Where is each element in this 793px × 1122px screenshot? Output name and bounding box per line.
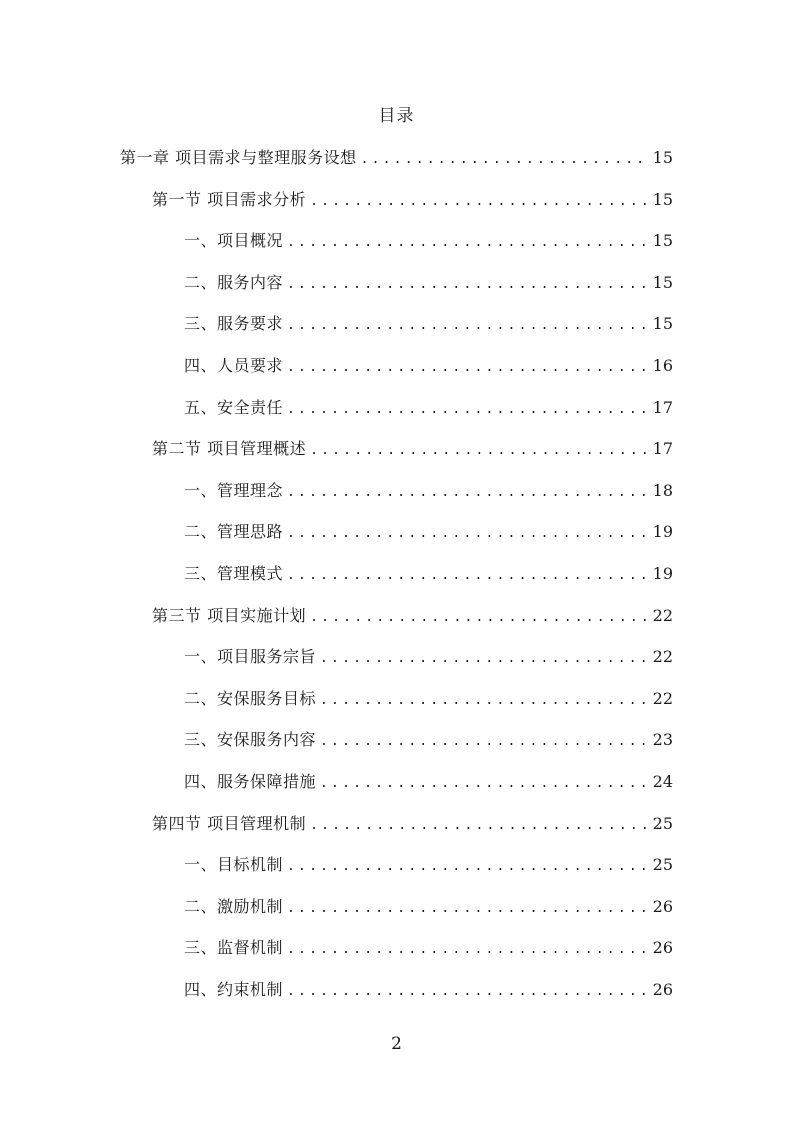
toc-entry-page: 22: [652, 647, 673, 666]
dot-leader: [320, 772, 647, 796]
toc-entry[interactable]: [184, 978, 673, 1002]
dot-leader: [320, 689, 647, 713]
dot-leader: [287, 273, 647, 297]
toc-entry[interactable]: [184, 520, 673, 544]
toc-entry-label: 二、服务内容: [184, 273, 284, 292]
toc-entry-label: 三、管理模式: [184, 564, 284, 583]
toc-entry[interactable]: [184, 853, 673, 877]
toc-entry-label: 二、管理思路: [184, 522, 284, 541]
toc-entry-label: 一、项目服务宗旨: [184, 647, 317, 666]
toc-entry-page: 22: [652, 606, 673, 625]
toc-entry-page: 26: [652, 897, 673, 916]
dot-leader: [287, 855, 647, 879]
toc-entry-page: 19: [652, 564, 673, 583]
toc-entry-label: 一、目标机制: [184, 855, 284, 874]
toc-entry-page: 17: [652, 398, 673, 417]
toc-entry-page: 15: [652, 273, 673, 292]
dot-leader: [287, 938, 647, 962]
toc-entry-page: 15: [652, 148, 673, 167]
toc-entry-label: 一、管理理念: [184, 481, 284, 500]
toc-entry-page: 17: [652, 439, 673, 458]
toc-entry[interactable]: [184, 396, 673, 420]
toc-entry[interactable]: [120, 146, 673, 170]
toc-entry-label: 二、激励机制: [184, 897, 284, 916]
toc-entry-page: 24: [652, 772, 673, 791]
dot-leader: [287, 522, 647, 546]
dot-leader: [287, 398, 647, 422]
toc-entry[interactable]: [184, 562, 673, 586]
toc-entry[interactable]: [184, 354, 673, 378]
dot-leader: [287, 356, 647, 380]
toc-entry-label: 第一章 项目需求与整理服务设想: [120, 148, 357, 167]
toc-entry-label: 四、服务保障措施: [184, 772, 317, 791]
toc-entry-page: 23: [652, 730, 673, 749]
toc-entry-label: 第二节 项目管理概述: [152, 439, 307, 458]
toc-entry-page: 18: [652, 481, 673, 500]
toc-entry[interactable]: [184, 895, 673, 919]
dot-leader: [287, 897, 647, 921]
toc-entry[interactable]: [184, 770, 673, 794]
dot-leader: [287, 980, 647, 1004]
dot-leader: [310, 814, 647, 838]
toc-entry[interactable]: [184, 936, 673, 960]
toc-entry-page: 22: [652, 689, 673, 708]
toc-entry[interactable]: [184, 312, 673, 336]
dot-leader: [310, 190, 647, 214]
toc-entry-page: 15: [652, 314, 673, 333]
dot-leader: [287, 314, 647, 338]
toc-entry-page: 15: [652, 190, 673, 209]
dot-leader: [310, 606, 647, 630]
dot-leader: [287, 231, 647, 255]
toc-entry-label: 第一节 项目需求分析: [152, 190, 307, 209]
dot-leader: [287, 481, 647, 505]
toc-entry-label: 第三节 项目实施计划: [152, 606, 307, 625]
dot-leader: [361, 148, 647, 172]
toc-entry-page: 16: [652, 356, 673, 375]
toc-entry-label: 五、安全责任: [184, 398, 284, 417]
toc-entry-page: 15: [652, 231, 673, 250]
toc-entry[interactable]: [184, 479, 673, 503]
toc-entry-label: 第四节 项目管理机制: [152, 814, 307, 833]
toc-entry-label: 二、安保服务目标: [184, 689, 317, 708]
toc-entry-label: 四、人员要求: [184, 356, 284, 375]
toc-entry-label: 三、监督机制: [184, 938, 284, 957]
toc-entry-label: 三、安保服务内容: [184, 730, 317, 749]
toc-entry[interactable]: [152, 812, 673, 836]
toc-entry-page: 19: [652, 522, 673, 541]
toc-entry-label: 四、约束机制: [184, 980, 284, 999]
dot-leader: [320, 730, 647, 754]
dot-leader: [320, 647, 647, 671]
toc-entry-page: 26: [652, 938, 673, 957]
toc-entry-page: 25: [652, 855, 673, 874]
toc-entry-label: 三、服务要求: [184, 314, 284, 333]
toc-entry[interactable]: [184, 271, 673, 295]
toc-entry-page: 26: [652, 980, 673, 999]
toc-entry[interactable]: [152, 188, 673, 212]
toc-entry[interactable]: [184, 645, 673, 669]
toc-entry-label: 一、项目概况: [184, 231, 284, 250]
toc-entry[interactable]: [184, 229, 673, 253]
dot-leader: [310, 439, 647, 463]
toc-title: 目录: [378, 106, 415, 126]
toc-entry[interactable]: [184, 728, 673, 752]
page-number: 2: [391, 1034, 402, 1054]
toc-entry[interactable]: [184, 687, 673, 711]
toc-entry-page: 25: [652, 814, 673, 833]
dot-leader: [287, 564, 647, 588]
toc-entry[interactable]: [152, 437, 673, 461]
toc-entry[interactable]: [152, 604, 673, 628]
